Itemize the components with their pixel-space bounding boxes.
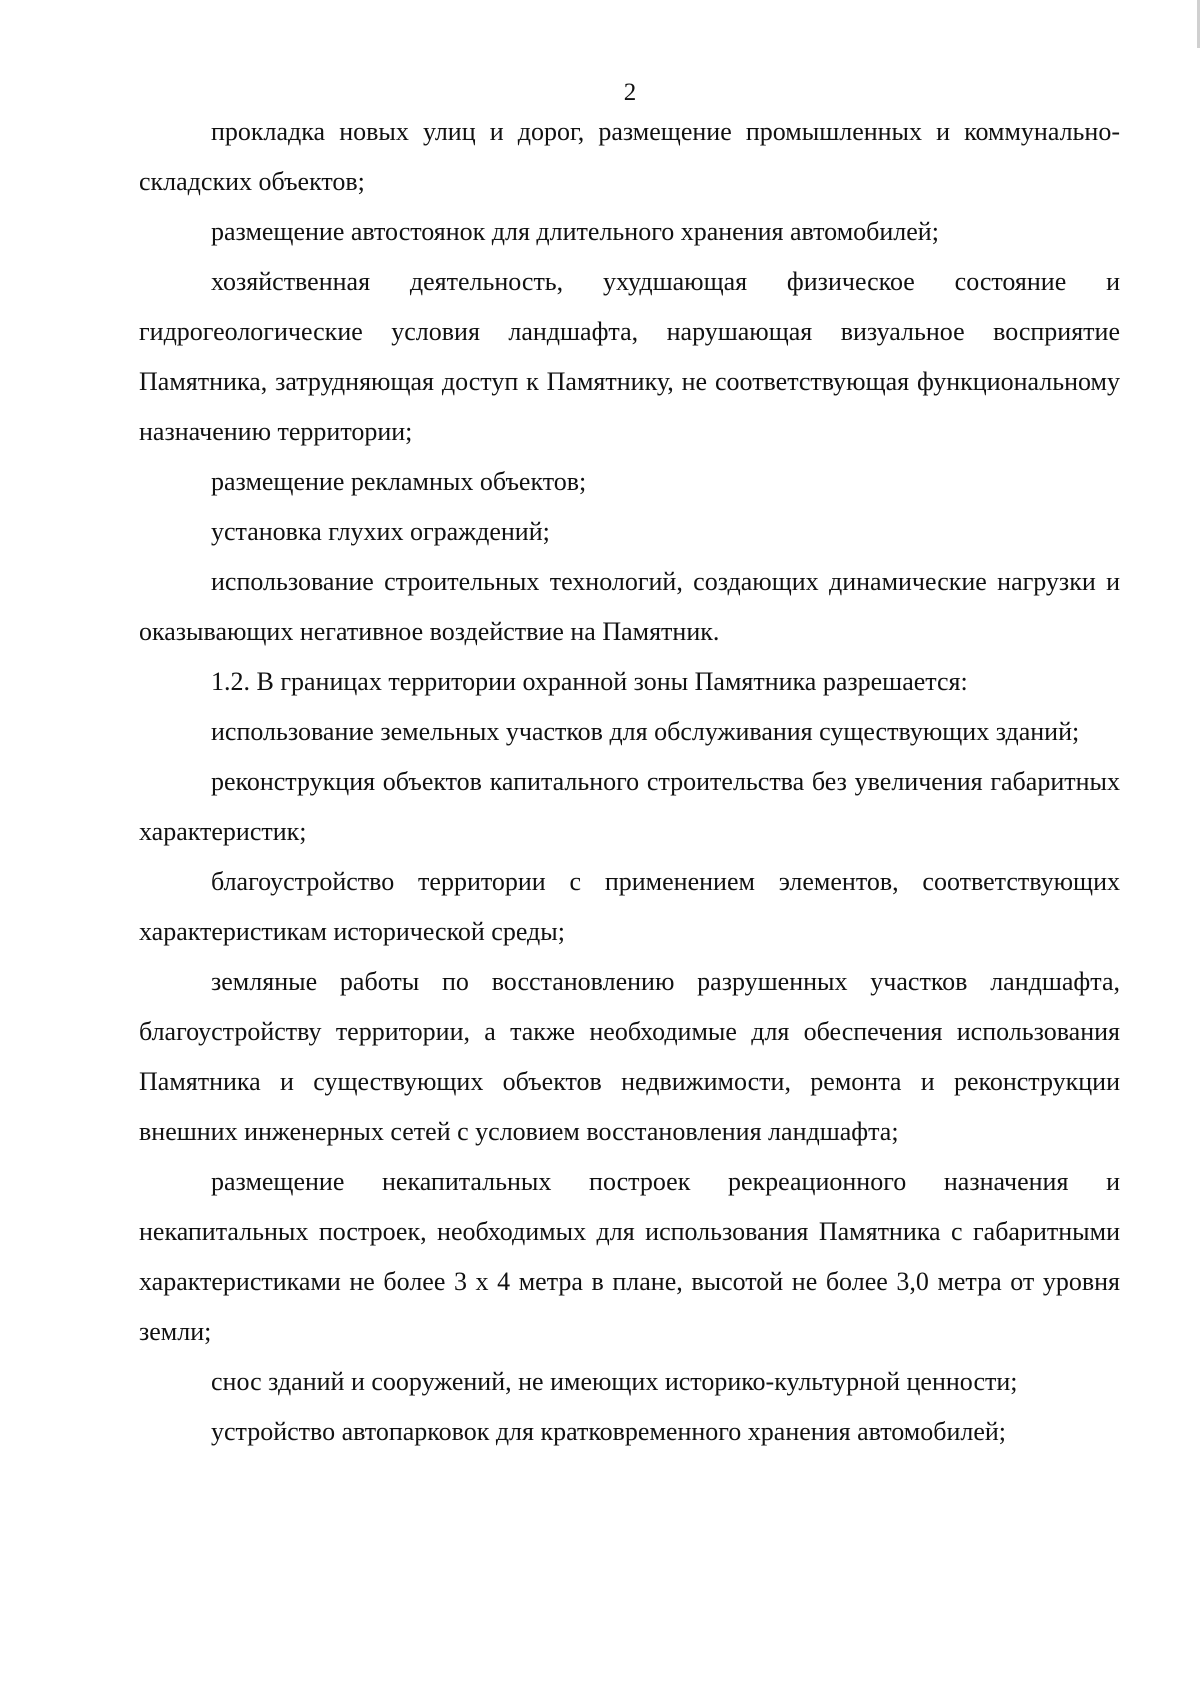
paragraph-construction-tech: использование строительных технологий, создающих динамические нагрузки и оказывающих негативное воздействие на Памятник. <box>139 567 1120 646</box>
paragraph-earthworks: земляные работы по восстановлению разрушенных участков ландшафта, благоустройству территории, а также необходимые для обеспечения использования Памятника и существующих объектов недвижимости, ремонта и реконструкции внешних инженерных сетей с условием восстановления ландшафта; <box>139 967 1120 1146</box>
paragraph-solid-fences: установка глухих ограждений; <box>211 517 550 546</box>
paragraph-economic-activity: хозяйственная деятельность, ухудшающая физическое состояние и гидрогеологические условия ландшафта, нарушающая визуальное восприятие Памятника, затрудняющая доступ к Памятнику, не соответствующая функциональному назначению территории; <box>139 267 1120 446</box>
paragraph-short-term-parking: устройство автопарковок для кратковременного хранения автомобилей; <box>211 1417 1007 1446</box>
paragraph-landscaping: благоустройство территории с применением элементов, соответствующих характеристикам исторической среды; <box>139 867 1120 946</box>
paragraph-roads: прокладка новых улиц и дорог, размещение промышленных и коммунально-складских объектов; <box>139 117 1120 196</box>
paragraph-land-use: использование земельных участков для обслуживания существующих зданий; <box>211 717 1080 746</box>
paragraph-section-1-2: 1.2. В границах территории охранной зоны Памятника разрешается: <box>211 667 968 696</box>
page-number: 2 <box>623 79 637 106</box>
paragraph-temporary-buildings: размещение некапитальных построек рекреационного назначения и некапитальных построек, необходимых для использования Памятника с габаритными характеристиками не более 3 х 4 метра в плане, высотой не более 3,0 метра от уровня земли; <box>139 1167 1120 1346</box>
paragraph-long-term-parking: размещение автостоянок для длительного хранения автомобилей; <box>211 217 939 246</box>
paragraph-reconstruction: реконструкция объектов капитального строительства без увеличения габаритных характеристик; <box>139 767 1120 846</box>
document-body <box>139 107 1120 1457</box>
paragraph-demolition: снос зданий и сооружений, не имеющих историко-культурной ценности; <box>211 1367 1018 1396</box>
paragraph-advertising: размещение рекламных объектов; <box>211 467 587 496</box>
